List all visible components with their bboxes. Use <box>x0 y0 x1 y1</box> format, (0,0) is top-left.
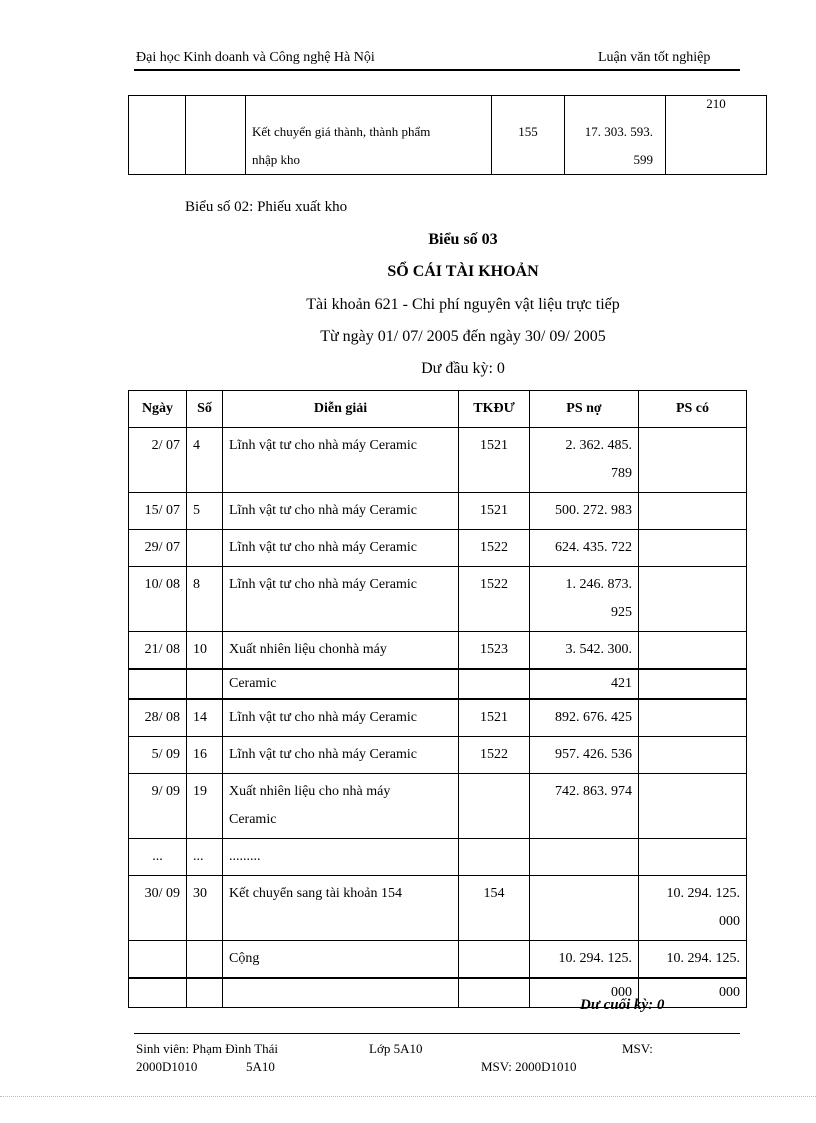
row-account: 1522 <box>459 567 530 632</box>
row-number <box>187 669 223 699</box>
footer-msv-label: MSV: <box>622 1041 653 1056</box>
table-row <box>129 530 747 567</box>
row-desc: Xuất nhiên liệu chonhà máy <box>223 632 459 670</box>
table-row <box>129 737 747 774</box>
row-number: ... <box>187 839 223 876</box>
opening-balance: Dư đầu kỳ: 0 <box>421 360 505 377</box>
header-school: Đại học Kinh doanh và Công nghệ Hà Nội <box>136 50 375 65</box>
ledger-account: Tài khoản 621 - Chi phí nguyên vật liệu trực tiếp <box>306 296 620 313</box>
row-date: 9/ 09 <box>129 774 187 839</box>
row-credit-line2: 000 <box>719 914 740 929</box>
top-cell-amount <box>565 96 666 175</box>
table-row <box>129 774 747 839</box>
row-account <box>459 941 530 979</box>
row-debit-line1: 2. 362. 485. <box>565 438 632 453</box>
table-row <box>129 632 747 670</box>
row-account: 1523 <box>459 632 530 670</box>
table-row <box>129 428 747 493</box>
row-desc-line1: Xuất nhiên liệu cho nhà máy <box>229 784 391 799</box>
ledger-period: Từ ngày 01/ 07/ 2005 đến ngày 30/ 09/ 2005 <box>320 328 606 345</box>
row-desc <box>223 978 459 1008</box>
row-credit <box>639 876 747 941</box>
top-cell-no <box>186 96 246 175</box>
row-debit <box>530 567 639 632</box>
row-debit <box>530 839 639 876</box>
row-date <box>129 669 187 699</box>
footer-id: 2000D1010 <box>136 1059 198 1074</box>
row-date <box>129 978 187 1008</box>
top-cell-account <box>492 96 565 175</box>
row-debit: 10. 294. 125. <box>530 941 639 979</box>
col-header-account: TKĐƯ <box>459 391 530 428</box>
row-number: 14 <box>187 699 223 737</box>
footer-class-short: 5A10 <box>246 1059 275 1074</box>
col-header-no: Số <box>187 391 223 428</box>
row-credit <box>639 737 747 774</box>
table-row <box>129 876 747 941</box>
row-credit <box>639 839 747 876</box>
row-number <box>187 530 223 567</box>
top-desc-line2: nhập kho <box>252 152 301 167</box>
row-desc: Lĩnh vật tư cho nhà máy Ceramic <box>223 428 459 493</box>
row-debit: 000 <box>530 978 639 1008</box>
row-desc: ......... <box>223 839 459 876</box>
row-debit: 500. 272. 983 <box>530 493 639 530</box>
row-credit <box>639 632 747 670</box>
row-account: 1521 <box>459 493 530 530</box>
row-date: 2/ 07 <box>129 428 187 493</box>
row-number: 8 <box>187 567 223 632</box>
table-row <box>129 493 747 530</box>
page-edge-dotted <box>0 1096 816 1097</box>
row-desc: Kết chuyển sang tài khoản 154 <box>223 876 459 941</box>
row-debit: 624. 435. 722 <box>530 530 639 567</box>
col-header-credit: PS có <box>639 391 747 428</box>
form-reference: Biểu số 02: Phiếu xuất kho <box>185 199 348 215</box>
table-row <box>129 941 747 979</box>
row-date: 5/ 09 <box>129 737 187 774</box>
row-debit: 742. 863. 974 <box>530 774 639 839</box>
row-desc: Lĩnh vật tư cho nhà máy Ceramic <box>223 530 459 567</box>
row-account: 1521 <box>459 428 530 493</box>
top-cell-extra <box>666 96 767 175</box>
top-cell-date <box>129 96 186 175</box>
row-account: 1521 <box>459 699 530 737</box>
row-account: 1522 <box>459 530 530 567</box>
row-date: 28/ 08 <box>129 699 187 737</box>
top-account: 155 <box>518 124 538 139</box>
row-number: 4 <box>187 428 223 493</box>
header-thesis: Luận văn tốt nghiệp <box>598 50 711 65</box>
row-desc <box>223 774 459 839</box>
row-account <box>459 774 530 839</box>
top-amount-line2: 599 <box>633 152 653 167</box>
row-number: 30 <box>187 876 223 941</box>
row-credit <box>639 530 747 567</box>
top-cell-desc <box>246 96 492 175</box>
top-amount-line1: 17. 303. 593. <box>584 124 653 139</box>
row-date: 21/ 08 <box>129 632 187 670</box>
row-number: 10 <box>187 632 223 670</box>
row-debit: 421 <box>530 669 639 699</box>
row-date <box>129 941 187 979</box>
row-debit: 957. 426. 536 <box>530 737 639 774</box>
row-date: 30/ 09 <box>129 876 187 941</box>
row-desc: Lĩnh vật tư cho nhà máy Ceramic <box>223 699 459 737</box>
row-desc: Ceramic <box>223 669 459 699</box>
table-row <box>129 567 747 632</box>
row-debit <box>530 428 639 493</box>
row-debit-line2: 789 <box>611 466 632 481</box>
row-debit: 3. 542. 300. <box>530 632 639 670</box>
row-desc: Lĩnh vật tư cho nhà máy Ceramic <box>223 567 459 632</box>
ledger-title: SỔ CÁI TÀI KHOẢN <box>387 263 539 280</box>
row-debit: 892. 676. 425 <box>530 699 639 737</box>
row-desc: Lĩnh vật tư cho nhà máy Ceramic <box>223 737 459 774</box>
row-account <box>459 839 530 876</box>
row-debit <box>530 876 639 941</box>
footer-msv-full: MSV: 2000D1010 <box>481 1059 577 1074</box>
row-credit <box>639 669 747 699</box>
top-desc-line1: Kết chuyển giá thành, thành phẩm <box>252 124 431 139</box>
row-credit <box>639 774 747 839</box>
row-number <box>187 978 223 1008</box>
row-number: 19 <box>187 774 223 839</box>
row-credit <box>639 699 747 737</box>
ledger-table <box>128 390 747 1008</box>
row-account: 1522 <box>459 737 530 774</box>
row-number: 5 <box>187 493 223 530</box>
footer-class: Lớp 5A10 <box>369 1041 423 1056</box>
row-date: 29/ 07 <box>129 530 187 567</box>
col-header-desc: Diễn giải <box>223 391 459 428</box>
row-date: 15/ 07 <box>129 493 187 530</box>
row-date: 10/ 08 <box>129 567 187 632</box>
closing-balance: Dư cuối kỳ: 0 <box>580 997 665 1013</box>
row-account <box>459 669 530 699</box>
table-row <box>129 839 747 876</box>
row-credit-line1: 10. 294. 125. <box>666 886 740 901</box>
row-account <box>459 978 530 1008</box>
row-date: ... <box>129 839 187 876</box>
row-debit-line2: 925 <box>611 605 632 620</box>
header-rule <box>134 69 740 71</box>
row-credit <box>639 567 747 632</box>
row-desc-line2: Ceramic <box>229 812 277 827</box>
row-credit <box>639 428 747 493</box>
row-desc: Lĩnh vật tư cho nhà máy Ceramic <box>223 493 459 530</box>
top-extra-value: 210 <box>706 96 726 111</box>
form-code: Biểu số 03 <box>428 231 498 248</box>
row-number: 16 <box>187 737 223 774</box>
footer-rule <box>134 1033 740 1034</box>
col-header-debit: PS nợ <box>530 391 639 428</box>
footer-student: Sinh viên: Phạm Đình Thái <box>136 1041 279 1056</box>
row-credit: 000 <box>639 978 747 1008</box>
table-row <box>129 699 747 737</box>
row-debit-line1: 1. 246. 873. <box>565 577 632 592</box>
table-row <box>129 669 747 699</box>
top-table <box>128 95 767 175</box>
col-header-date: Ngày <box>129 391 187 428</box>
row-account: 154 <box>459 876 530 941</box>
row-credit: 10. 294. 125. <box>639 941 747 979</box>
row-number <box>187 941 223 979</box>
row-credit <box>639 493 747 530</box>
row-desc: Cộng <box>223 941 459 979</box>
